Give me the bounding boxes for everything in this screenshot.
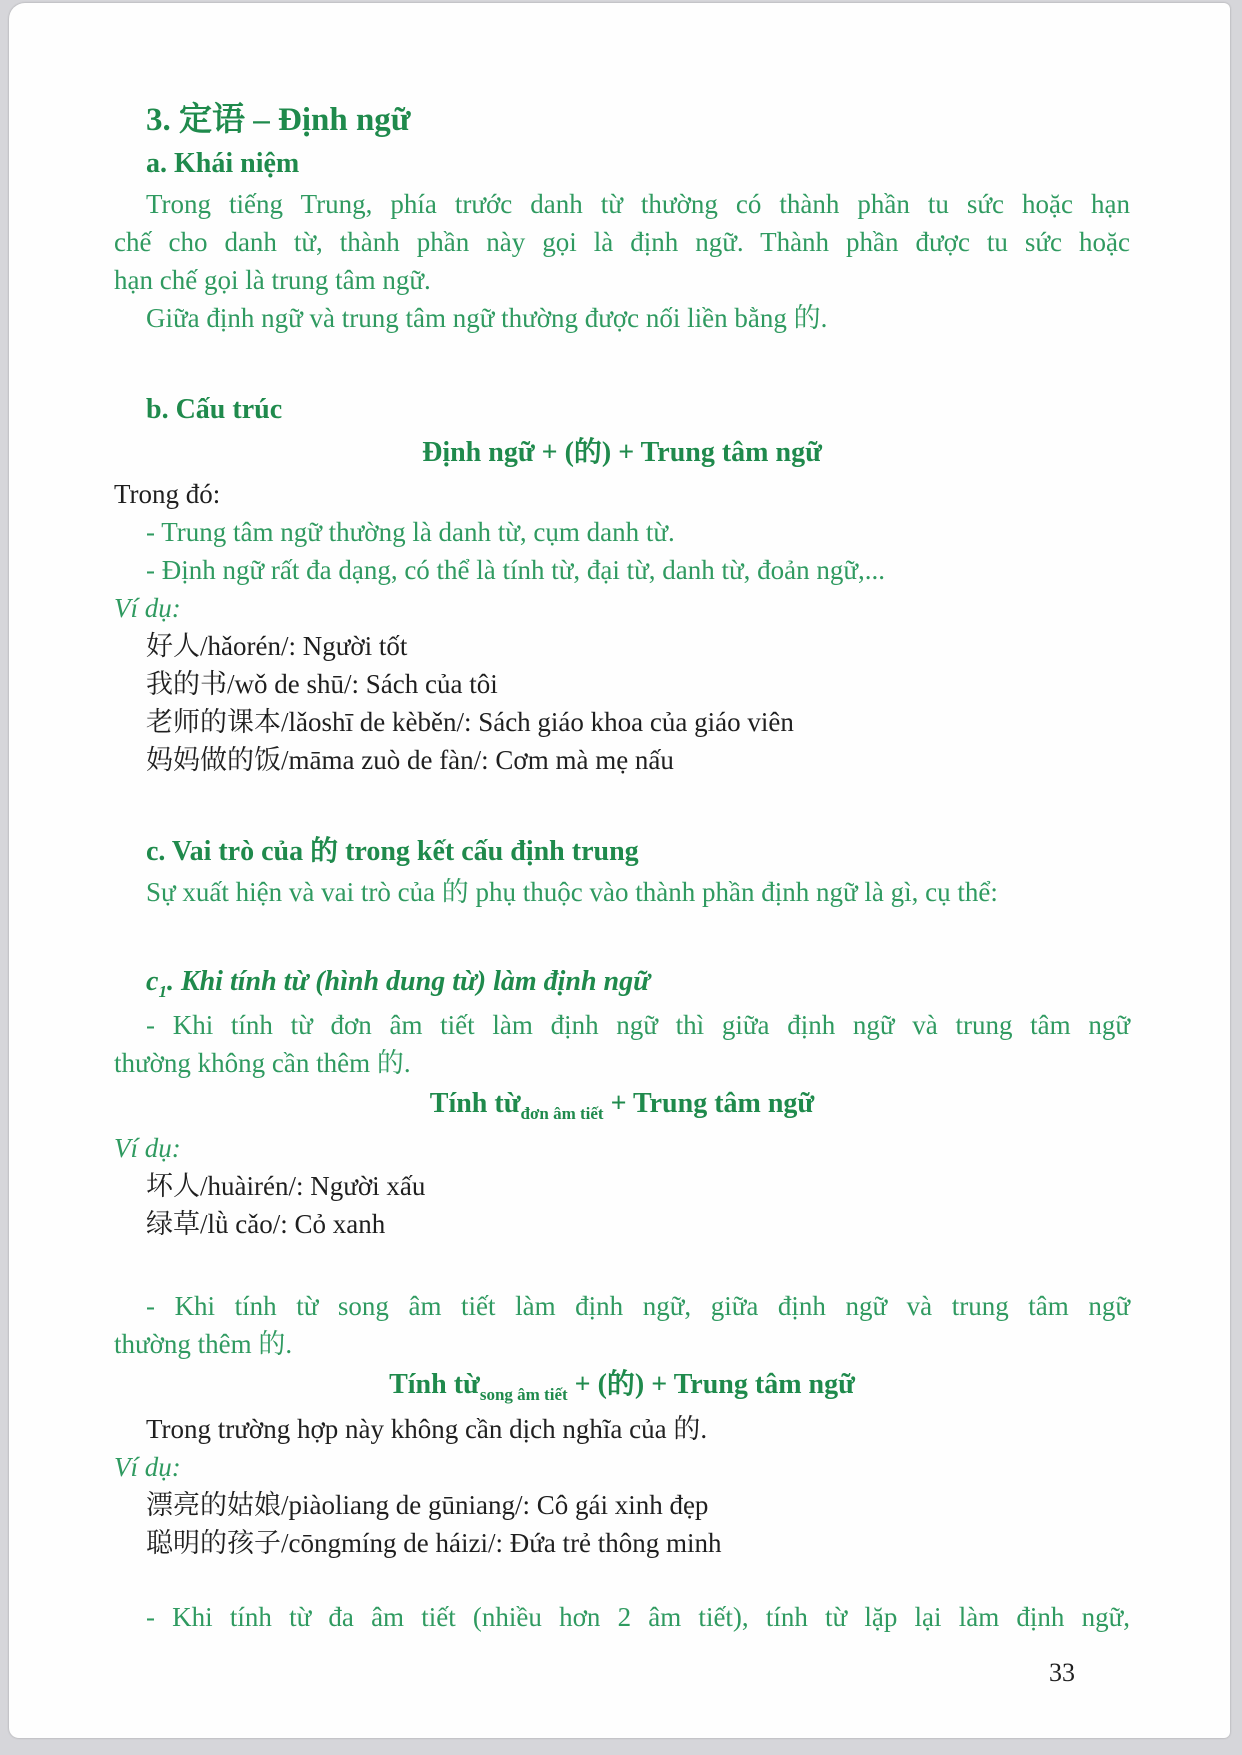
trong-do-label: Trong đó: xyxy=(114,479,221,509)
monosyllabic-formula xyxy=(114,1082,1130,1129)
structure-formula: Định ngữ + (的) + Trung tâm ngữ xyxy=(422,437,822,468)
disyllabic-formula-subscript: song âm tiết xyxy=(479,1385,568,1404)
example-line: 漂亮的姑娘/piàoliang de gūniang/: Cô gái xinh đẹp xyxy=(146,1490,709,1520)
concept-paragraph-line-3: hạn chế gọi là trung tâm ngữ. xyxy=(114,265,431,295)
page-content xyxy=(9,3,1230,1692)
monosyllabic-formula-rest: + Trung tâm ngữ xyxy=(603,1088,815,1119)
concept-paragraph-2: Giữa định ngữ và trung tâm ngữ thường được nối liền bằng 的. xyxy=(146,303,828,333)
structure-bullet-1: - Trung tâm ngữ thường là danh từ, cụm danh từ. xyxy=(146,517,675,547)
example-line: 我的书/wǒ de shū/: Sách của tôi xyxy=(146,669,498,699)
section-b-heading: b. Cấu trúc xyxy=(146,394,283,425)
example-line: 好人/hǎorén/: Người tốt xyxy=(146,631,408,661)
example-label-2: Ví dụ: xyxy=(114,1133,181,1163)
section-a-heading: a. Khái niệm xyxy=(146,148,300,179)
rule-monosyllabic-line-1: - Khi tính từ đơn âm tiết làm định ngữ thì giữa định ngữ và trung tâm ngữ xyxy=(146,1010,1130,1040)
concept-paragraph-line-2: chế cho danh từ, thành phần này gọi là định ngữ. Thành phần được tu sức hoặc xyxy=(114,227,1130,257)
section-c1-heading-base: c xyxy=(146,966,159,997)
section-c1-heading-subscript: 1 xyxy=(158,982,167,1001)
structure-bullet-2: - Định ngữ rất đa dạng, có thể là tính từ, đại từ, danh từ, đoản ngữ,... xyxy=(146,555,886,585)
page-number: 33 xyxy=(1049,1658,1075,1687)
section-c1-heading-rest: . Khi tính từ (hình dung từ) làm định ngữ xyxy=(166,966,650,997)
disyllabic-formula-rest: + (的) + Trung tâm ngữ xyxy=(567,1369,855,1400)
example-line: 绿草/lǜ cǎo/: Cỏ xanh xyxy=(146,1209,386,1239)
example-line: 聪明的孩子/cōngmíng de háizi/: Đứa trẻ thông minh xyxy=(146,1528,722,1558)
section-c-intro: Sự xuất hiện và vai trò của 的 phụ thuộc vào thành phần định ngữ là gì, cụ thể: xyxy=(146,877,998,907)
example-label-3: Ví dụ: xyxy=(114,1452,181,1482)
rule-monosyllabic-line-2: thường không cần thêm 的. xyxy=(114,1048,411,1078)
disyllabic-formula-base: Tính từ xyxy=(389,1369,480,1400)
monosyllabic-formula-subscript: đơn âm tiết xyxy=(520,1104,604,1123)
section-c1-heading xyxy=(114,961,1130,1006)
example-line: 妈妈做的饭/māma zuò de fàn/: Cơm mà mẹ nấu xyxy=(146,745,674,775)
section-c-heading: c. Vai trò của 的 trong kết cấu định trung xyxy=(146,836,639,867)
scanned-book-page xyxy=(9,3,1230,1738)
example-line: 坏人/huàirén/: Người xấu xyxy=(146,1171,426,1201)
disyllabic-note: Trong trường hợp này không cần dịch nghĩa của 的. xyxy=(146,1414,708,1444)
example-label-1: Ví dụ: xyxy=(114,593,181,623)
rule-polysyllabic-line-1: - Khi tính từ đa âm tiết (nhiều hơn 2 âm tiết), tính từ lặp lại làm định ngữ, xyxy=(146,1602,1130,1632)
rule-disyllabic-line-2: thường thêm 的. xyxy=(114,1329,293,1359)
disyllabic-formula xyxy=(114,1363,1130,1410)
rule-disyllabic-line-1: - Khi tính từ song âm tiết làm định ngữ, giữa định ngữ và trung tâm ngữ xyxy=(146,1291,1130,1321)
monosyllabic-formula-base: Tính từ xyxy=(429,1088,521,1119)
example-line: 老师的课本/lǎoshī de kèběn/: Sách giáo khoa của giáo viên xyxy=(146,707,794,737)
page-title: 3. 定语 – Định ngữ xyxy=(146,102,411,138)
concept-paragraph-line-1: Trong tiếng Trung, phía trước danh từ thường có thành phần tu sức hoặc hạn xyxy=(146,189,1130,219)
